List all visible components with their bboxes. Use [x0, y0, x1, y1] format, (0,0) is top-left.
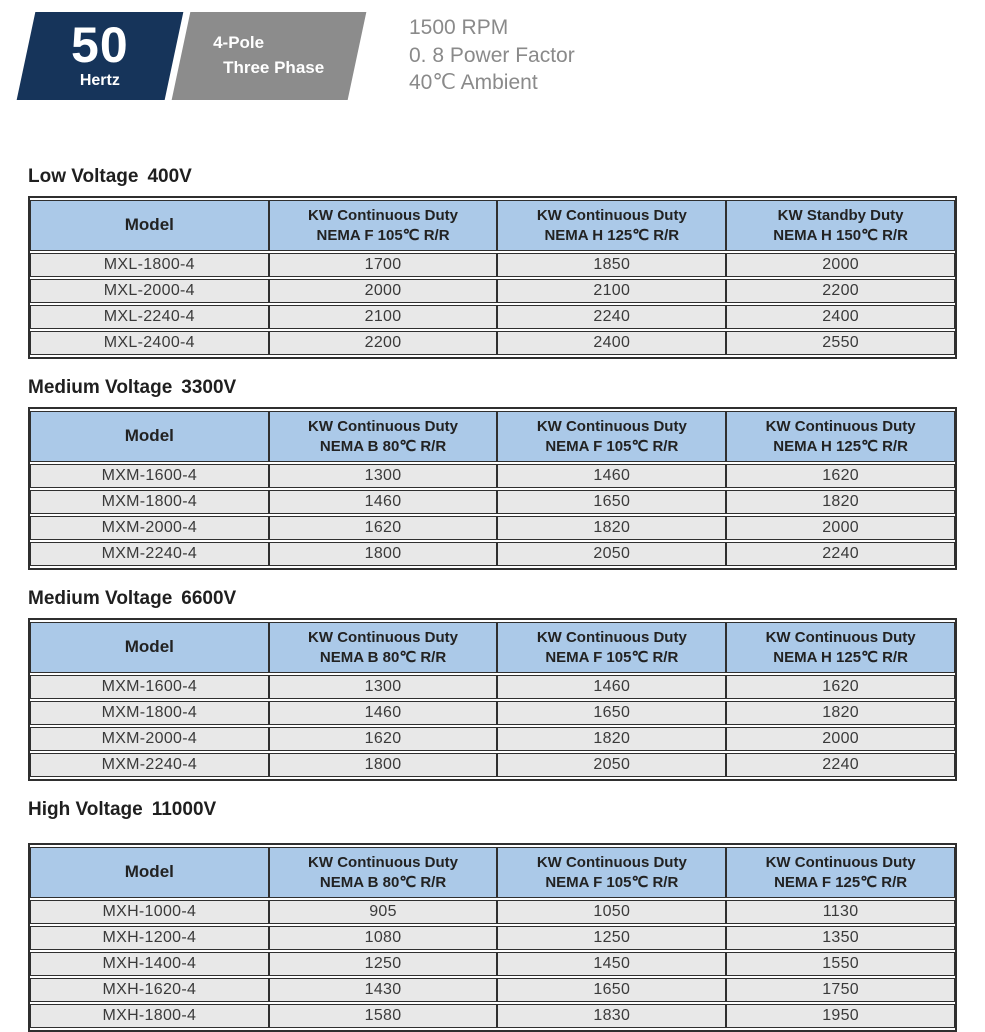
- kw-value-cell: 905: [269, 900, 498, 924]
- section-title: [28, 377, 957, 399]
- table-row: [30, 1004, 955, 1028]
- model-cell: MXH-1200-4: [30, 926, 269, 950]
- kw-value-cell: 1620: [269, 516, 498, 540]
- kw-value-cell: 1820: [497, 727, 726, 751]
- header-line2: NEMA B 80℃ R/R: [319, 873, 447, 891]
- section-title-label: Medium Voltage: [28, 377, 173, 398]
- voltage-section: [28, 377, 957, 570]
- header-line2: NEMA H 125℃ R/R: [773, 648, 908, 666]
- kw-value-cell: 1950: [726, 1004, 955, 1028]
- kw-value-cell: 1550: [726, 952, 955, 976]
- table-row: [30, 926, 955, 950]
- header-line2: NEMA F 105℃ R/R: [545, 648, 679, 666]
- kw-value-cell: 2050: [497, 753, 726, 777]
- kw-value-cell: 1460: [497, 675, 726, 699]
- header-line2: NEMA F 105℃ R/R: [545, 437, 679, 455]
- model-column-header: [30, 622, 269, 673]
- header-row: [30, 622, 955, 673]
- section-title-voltage: 400V: [147, 166, 192, 187]
- kw-value-cell: 1300: [269, 464, 498, 488]
- section-title: [28, 588, 957, 610]
- table-row: [30, 253, 955, 277]
- table-row: [30, 279, 955, 303]
- kw-value-cell: 1620: [726, 464, 955, 488]
- kw-value-cell: 2050: [497, 542, 726, 566]
- table-row: [30, 753, 955, 777]
- phase-label: Three Phase: [223, 58, 325, 77]
- header-line1: KW Continuous Duty: [308, 418, 459, 435]
- kw-value-cell: 2000: [726, 516, 955, 540]
- duty-column-header: [726, 200, 955, 251]
- kw-value-cell: 1430: [269, 978, 498, 1002]
- header-line2: NEMA B 80℃ R/R: [319, 648, 447, 666]
- duty-column-header: [726, 622, 955, 673]
- header-line1: KW Continuous Duty: [308, 207, 459, 224]
- spec-ambient: 40℃ Ambient: [409, 71, 538, 95]
- model-cell: MXM-2000-4: [30, 727, 269, 751]
- kw-value-cell: 2400: [497, 331, 726, 355]
- kw-value-cell: 1650: [497, 490, 726, 514]
- duty-column-header: [497, 411, 726, 462]
- voltage-section: [28, 799, 957, 1032]
- duty-column-header: [497, 622, 726, 673]
- spec-table: [28, 618, 957, 781]
- model-cell: MXM-1600-4: [30, 675, 269, 699]
- kw-value-cell: 2400: [726, 305, 955, 329]
- kw-value-cell: 1850: [497, 253, 726, 277]
- section-title: [28, 799, 957, 821]
- section-title-voltage: 11000V: [151, 799, 217, 820]
- kw-value-cell: 2000: [726, 727, 955, 751]
- duty-column-header: [269, 200, 498, 251]
- header-line1: Model: [124, 426, 174, 446]
- header-line1: KW Continuous Duty: [765, 629, 916, 646]
- pole-phase-badge: [172, 12, 367, 100]
- table-row: [30, 727, 955, 751]
- kw-value-cell: 1460: [269, 701, 498, 725]
- header-line1: Model: [124, 215, 174, 235]
- table-row: [30, 464, 955, 488]
- table-row: [30, 952, 955, 976]
- header-line1: KW Continuous Duty: [765, 418, 916, 435]
- kw-value-cell: 2000: [269, 279, 498, 303]
- model-cell: MXL-2000-4: [30, 279, 269, 303]
- kw-value-cell: 1450: [497, 952, 726, 976]
- table-row: [30, 305, 955, 329]
- header-line2: NEMA F 105℃ R/R: [545, 873, 679, 891]
- kw-value-cell: 1820: [726, 701, 955, 725]
- model-cell: MXL-1800-4: [30, 253, 269, 277]
- kw-value-cell: 2100: [497, 279, 726, 303]
- model-cell: MXH-1800-4: [30, 1004, 269, 1028]
- section-title: [28, 166, 957, 188]
- kw-value-cell: 1700: [269, 253, 498, 277]
- rating-specs: [409, 14, 575, 97]
- spec-table: [28, 407, 957, 570]
- kw-value-cell: 2200: [269, 331, 498, 355]
- model-cell: MXM-1800-4: [30, 490, 269, 514]
- header-line2: NEMA B 80℃ R/R: [319, 437, 447, 455]
- model-cell: MXL-2400-4: [30, 331, 269, 355]
- section-title-label: High Voltage: [28, 799, 143, 820]
- header-line2: NEMA H 125℃ R/R: [544, 226, 680, 244]
- header-row: [30, 200, 955, 251]
- section-title-label: Medium Voltage: [28, 588, 173, 609]
- duty-column-header: [726, 847, 955, 898]
- kw-value-cell: 1650: [497, 978, 726, 1002]
- model-cell: MXH-1400-4: [30, 952, 269, 976]
- kw-value-cell: 1800: [269, 753, 498, 777]
- header-line2: NEMA F 125℃ R/R: [774, 873, 908, 891]
- frequency-value: 50: [71, 17, 129, 74]
- header-line1: KW Continuous Duty: [536, 629, 687, 646]
- kw-value-cell: 1460: [269, 490, 498, 514]
- table-row: [30, 331, 955, 355]
- model-cell: MXM-2000-4: [30, 516, 269, 540]
- model-column-header: [30, 411, 269, 462]
- frequency-unit: Hertz: [79, 71, 120, 89]
- header-line1: KW Continuous Duty: [308, 854, 459, 871]
- table-row: [30, 675, 955, 699]
- duty-column-header: [269, 411, 498, 462]
- kw-value-cell: 2240: [497, 305, 726, 329]
- section-title-voltage: 3300V: [181, 377, 237, 398]
- model-cell: MXM-1600-4: [30, 464, 269, 488]
- kw-value-cell: 1800: [269, 542, 498, 566]
- header-line1: Model: [124, 637, 174, 657]
- header-line1: KW Continuous Duty: [308, 629, 459, 646]
- model-cell: MXM-2240-4: [30, 542, 269, 566]
- kw-value-cell: 1080: [269, 926, 498, 950]
- kw-value-cell: 1350: [726, 926, 955, 950]
- model-column-header: [30, 847, 269, 898]
- kw-value-cell: 2000: [726, 253, 955, 277]
- kw-value-cell: 1250: [269, 952, 498, 976]
- kw-value-cell: 1460: [497, 464, 726, 488]
- header-line2: NEMA F 105℃ R/R: [316, 226, 450, 244]
- kw-value-cell: 1130: [726, 900, 955, 924]
- spec-rpm: 1500 RPM: [409, 16, 509, 39]
- kw-value-cell: 1650: [497, 701, 726, 725]
- kw-value-cell: 1820: [726, 490, 955, 514]
- kw-value-cell: 2550: [726, 331, 955, 355]
- table-row: [30, 516, 955, 540]
- duty-column-header: [726, 411, 955, 462]
- kw-value-cell: 1820: [497, 516, 726, 540]
- kw-value-cell: 2240: [726, 753, 955, 777]
- model-cell: MXL-2240-4: [30, 305, 269, 329]
- duty-column-header: [269, 622, 498, 673]
- header-line1: KW Continuous Duty: [536, 418, 687, 435]
- kw-value-cell: 2100: [269, 305, 498, 329]
- kw-value-cell: 1750: [726, 978, 955, 1002]
- kw-value-cell: 1580: [269, 1004, 498, 1028]
- model-cell: MXM-1800-4: [30, 701, 269, 725]
- header-line2: NEMA H 150℃ R/R: [773, 226, 908, 244]
- duty-column-header: [497, 200, 726, 251]
- kw-value-cell: 1300: [269, 675, 498, 699]
- spec-table: [28, 843, 957, 1032]
- spec-table: [28, 196, 957, 359]
- model-cell: MXH-1000-4: [30, 900, 269, 924]
- kw-value-cell: 1830: [497, 1004, 726, 1028]
- tables-container: [28, 166, 957, 1032]
- table-row: [30, 701, 955, 725]
- section-title-voltage: 6600V: [181, 588, 237, 609]
- header-row: [30, 411, 955, 462]
- header-line1: KW Standby Duty: [777, 207, 904, 224]
- table-row: [30, 490, 955, 514]
- frequency-badge: [17, 12, 184, 100]
- kw-value-cell: 1620: [269, 727, 498, 751]
- spec-power-factor: 0. 8 Power Factor: [409, 43, 575, 67]
- table-row: [30, 542, 955, 566]
- duty-column-header: [497, 847, 726, 898]
- model-cell: MXM-2240-4: [30, 753, 269, 777]
- duty-column-header: [269, 847, 498, 898]
- pole-label: 4-Pole: [213, 33, 265, 53]
- ratings-banner: [16, 12, 985, 104]
- table-row: [30, 978, 955, 1002]
- kw-value-cell: 2240: [726, 542, 955, 566]
- model-cell: MXH-1620-4: [30, 978, 269, 1002]
- header-line1: KW Continuous Duty: [536, 207, 687, 224]
- kw-value-cell: 2200: [726, 279, 955, 303]
- header-line2: NEMA H 125℃ R/R: [773, 437, 908, 455]
- kw-value-cell: 1620: [726, 675, 955, 699]
- voltage-section: [28, 588, 957, 781]
- kw-value-cell: 1250: [497, 926, 726, 950]
- header-line1: KW Continuous Duty: [536, 854, 687, 871]
- section-title-label: Low Voltage: [28, 166, 139, 187]
- voltage-section: [28, 166, 957, 359]
- kw-value-cell: 1050: [497, 900, 726, 924]
- header-line1: Model: [124, 862, 174, 882]
- table-row: [30, 900, 955, 924]
- header-row: [30, 847, 955, 898]
- header-line1: KW Continuous Duty: [765, 854, 916, 871]
- model-column-header: [30, 200, 269, 251]
